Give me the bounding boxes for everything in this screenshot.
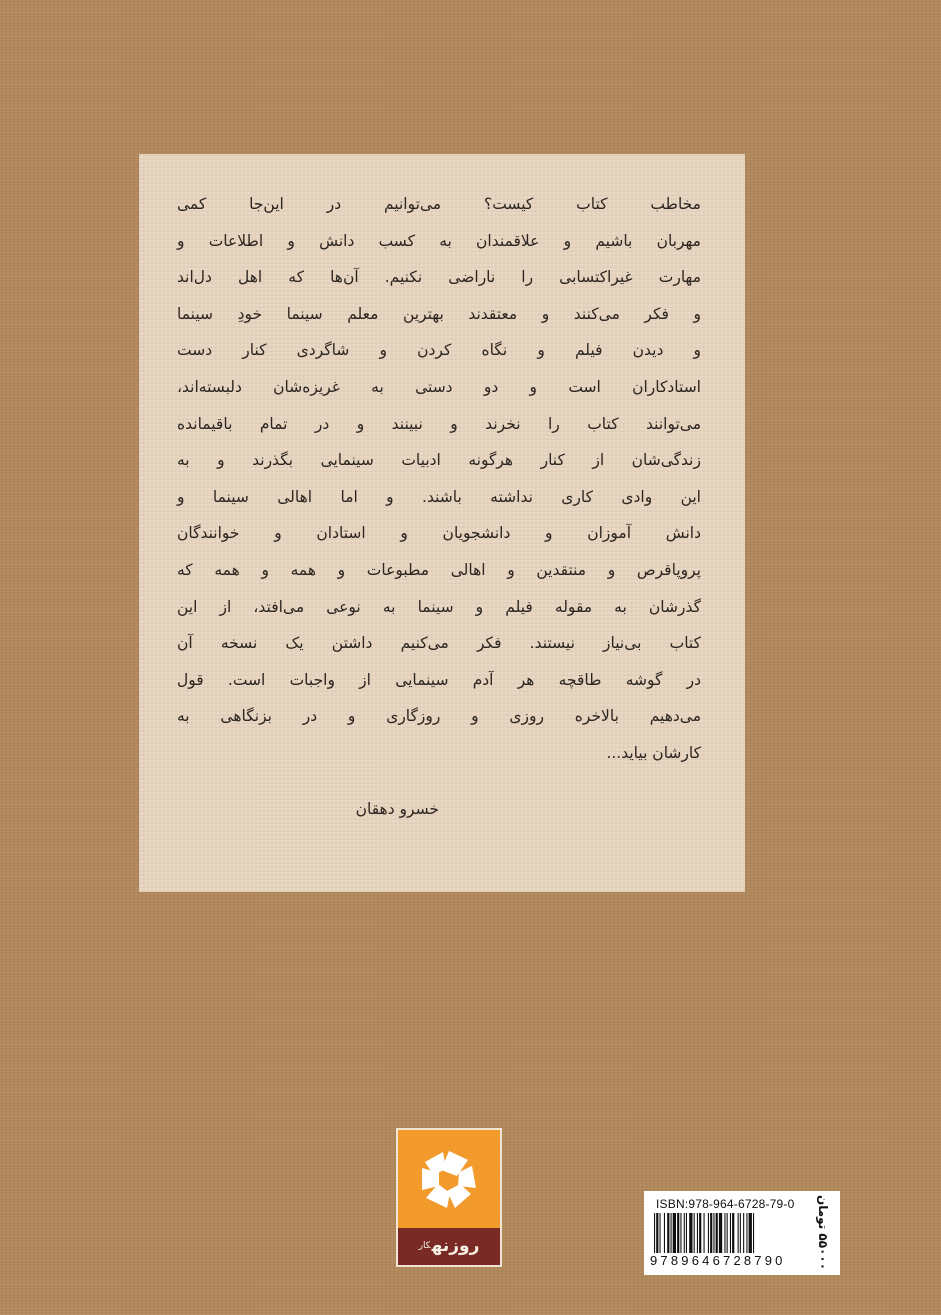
blurb-line: و فکر می‌کنند و معتقدند بهترین معلم سینما خودِ سینما xyxy=(177,304,701,323)
aperture-icon xyxy=(416,1146,482,1212)
blurb-line: کارشان بیاید... xyxy=(606,743,701,762)
blurb-line: این وادی کاری نداشته باشند. و اما اهالی سینما و xyxy=(177,487,701,506)
blurb-line: گذرشان به مقوله فیلم و سینما به نوعی می‌افتد، از این xyxy=(177,597,701,616)
blurb-text xyxy=(177,186,701,772)
barcode-icon xyxy=(654,1213,804,1253)
publisher-name xyxy=(398,1233,500,1259)
blurb-line: در گوشه طاقچه هر آدم سینمایی از واجبات است. قول xyxy=(177,670,701,689)
blurb-line: زندگی‌شان از کنار هرگونه ادبیات سینمایی بگذرند و به xyxy=(177,451,701,470)
blurb-panel xyxy=(139,154,745,892)
blurb-line: و دیدن فیلم و نگاه کردن و شاگردی کنار دست xyxy=(177,341,701,360)
blurb-line: کتاب بی‌نیاز نیستند. فکر می‌کنیم داشتن یک نسخه آن xyxy=(177,634,701,653)
isbn-text: ISBN:978-964-6728-79-0 xyxy=(656,1197,795,1211)
publisher-name-superscript: کار xyxy=(418,1241,431,1251)
blurb-line: مخاطب کتاب کیست؟ می‌توانیم در این‌جا کمی xyxy=(177,195,701,213)
barcode-label xyxy=(644,1191,840,1275)
blurb-line: دانش آموزان و دانشجویان و استادان و خوانندگان xyxy=(177,524,701,543)
blurb-line: پروپاقرص و منتقدین و اهالی مطبوعات و همه و همه که xyxy=(177,560,701,579)
blurb-line: مهربان باشیم و علاقمندان به کسب دانش و اطلاعات و xyxy=(177,231,701,250)
logo-emblem xyxy=(398,1130,500,1228)
price-label: ۵۵۰۰۰ تومان xyxy=(816,1195,830,1271)
barcode-digits: 9789646728790 xyxy=(650,1253,786,1268)
publisher-logo xyxy=(396,1128,502,1267)
publisher-name-text: روزنه xyxy=(431,1236,480,1256)
author-signature: خسرو دهقان xyxy=(355,800,439,818)
blurb-line: می‌دهیم بالاخره روزی و روزگاری و در بزنگاهی به xyxy=(177,707,701,726)
blurb-line: می‌توانند کتاب را نخرند و نبینند و در تمام باقیمانده xyxy=(177,414,701,433)
blurb-line: مهارت غیراکتسابی را ناراضی نکنیم. آن‌ها که اهل دل‌اند xyxy=(177,268,701,287)
blurb-line: استادکاران است و دو دستی به غریزه‌شان دلبسته‌اند، xyxy=(177,377,701,396)
